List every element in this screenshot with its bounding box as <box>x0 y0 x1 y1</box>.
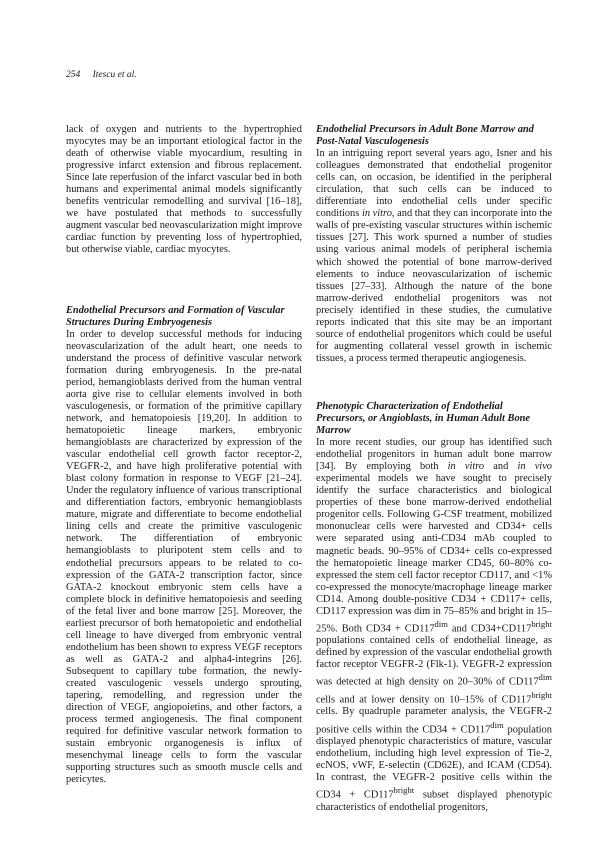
section-body-bone-marrow: In an intriguing report several years ago, Isner and his colleagues demonstrated that endothelial progenitor cells can, on occasion, be identified in the peripheral circulation, that such cells can be induced to differentiate into endothelial cells under specific conditions in vitro, and that they can incorporate into the walls of pre-existing vascular structures within ischemic tissues [27]. This work spurned a number of studies using various animal models of peripheral ischemia which showed the potential of bone marrow-derived elements to induce neovascularization of ischemic tissues [27–33]. Although the nature of the bone marrow-derived endothelial progenitors was not precisely identified in these studies, the cumulative reports indicated that this site may be an important source of endothelial progenitors which could be useful for augmenting collateral vessel growth in ischemic tissues, a process termed therapeutic angiogenesis. <box>316 148 553 364</box>
section-body-embryogenesis: In order to develop successful methods for inducing neovascularization of the adult heart, one needs to understand the process of definitive vascular network formation during embryogenesis. In the pre-natal period, hemangioblasts derived from the human ventral aorta give rise to cellular elements involved in both vasculogenesis, or formation of the primitive capillary network, and hematopoiesis [19,20]. In addition to hematopoietic lineage markers, embryonic hemangioblasts are characterized by expression of the vascular endothelial cell growth factor receptor-2, VEGFR-2, and have high proliferative potential with blast colony formation in response to VEGF [21–24]. Under the regulatory influence of various transcriptional and differentiation factors, embryonic hemangioblasts mature, migrate and differentiate to become endothelial lining cells and create the primitive vasculogenic network. The differentiation of embryonic hemangioblasts to pluripotent stem cells and to endothelial precursors appears to be related to co-expression of the GATA-2 transcription factor, since GATA-2 knockout embryonic stem cells have a complete block in definitive hematopoiesis and seeding of the fetal liver and bone marrow [25]. Moreover, the earliest precursor of both hematopoietic and endothelial cell lineage to have diverged from embryonic ventral endothelium has been shown to express VEGF receptors as well as GATA-2 and alpha4-integrins [26]. Subsequent to capillary tube formation, the newly-created vasculogenic vessels undergo sprouting, tapering, remodelling, and regression under the direction of VEGF, angiopoietins, and other factors, a process termed angiogenesis. The final component required for definitive vascular network formation to sustain embryonic organogenesis is influx of mesenchymal lineage cells to form the vascular supporting structures such as smooth muscle cells and pericytes. <box>66 328 302 786</box>
section-heading-phenotypic: Phenotypic Characterization of Endothelial Precursors, or Angioblasts, in Human Adult Bone Marrow <box>316 400 531 437</box>
right-column <box>316 124 552 814</box>
left-column <box>66 124 302 786</box>
section-heading-embryogenesis: Endothelial Precursors and Formation of Vascular Structures During Embryogenesis <box>66 304 285 328</box>
intro-paragraph: lack of oxygen and nutrients to the hypertrophied myocytes may be an important etiological factor in the death of otherwise viable myocardium, resulting in progressive infarct extension and fibrous replacement. Since late reperfusion of the infarct vascular bed in both humans and experimental animal models significantly benefits ventricular remodelling and survival [16–18], we have postulated that methods to successfully augment vascular bed neovascularization might improve cardiac function by preventing loss of hypertrophied, but otherwise viable, cardiac myocytes. <box>66 124 302 256</box>
running-head <box>66 70 137 80</box>
page-number: 254 <box>66 70 81 80</box>
section-body-phenotypic: In more recent studies, our group has identified such endothelial progenitors in human adult bone marrow [34]. By employing both in vitro and in vivo experimental models we have sought to precisely identify the surface characteristics and biological properties of these bone marrow-derived endothelial progenitor cells. Following G-CSF treatment, mobilized mononuclear cells were harvested and CD34+ cells were separated using anti-CD34 mAb coupled to magnetic beads. 90–95% of CD34+ cells co-expressed the hematopoietic lineage marker CD45, 60–80% co-expressed the stem cell factor receptor CD117, and <1% co-expressed the monocyte/macrophage lineage marker CD14. Among double-positive CD34 + CD117+ cells, CD117 expression was dim in 75–85% and bright in 15–25%. Both $CD34 + CD117^{dim}$ and $CD34+CD117^{bright}$ populations contained cells of endothelial lineage, as defined by expression of the vascular endothelial growth factor receptor VEGFR-2 (Flk-1). VEGFR-2 expression was detected at high density on 20–30% of $CD117^{dim}$ cells and at lower density on 10–15% of $CD117^{bright}$ cells. By quadruple parameter analysis, the VEGFR-2 positive cells within the $CD34 + CD117^{dim}$ population displayed phenotypic characteristics of mature, vascular endothelium, including high level expression of Tie-2, ecNOS, vWF, E-selectin (CD62E), and ICAM (CD54). In contrast, the VEGFR-2 positive cells within the $CD34 + CD117^{bright}$ subset displayed phenotypic characteristics of endothelial progenitors, <box>316 437 553 813</box>
section-heading-bone-marrow: Endothelial Precursors in Adult Bone Marrow and Post-Natal Vasculogenesis <box>316 124 534 148</box>
running-head-authors: Itescu et al. <box>92 70 137 80</box>
